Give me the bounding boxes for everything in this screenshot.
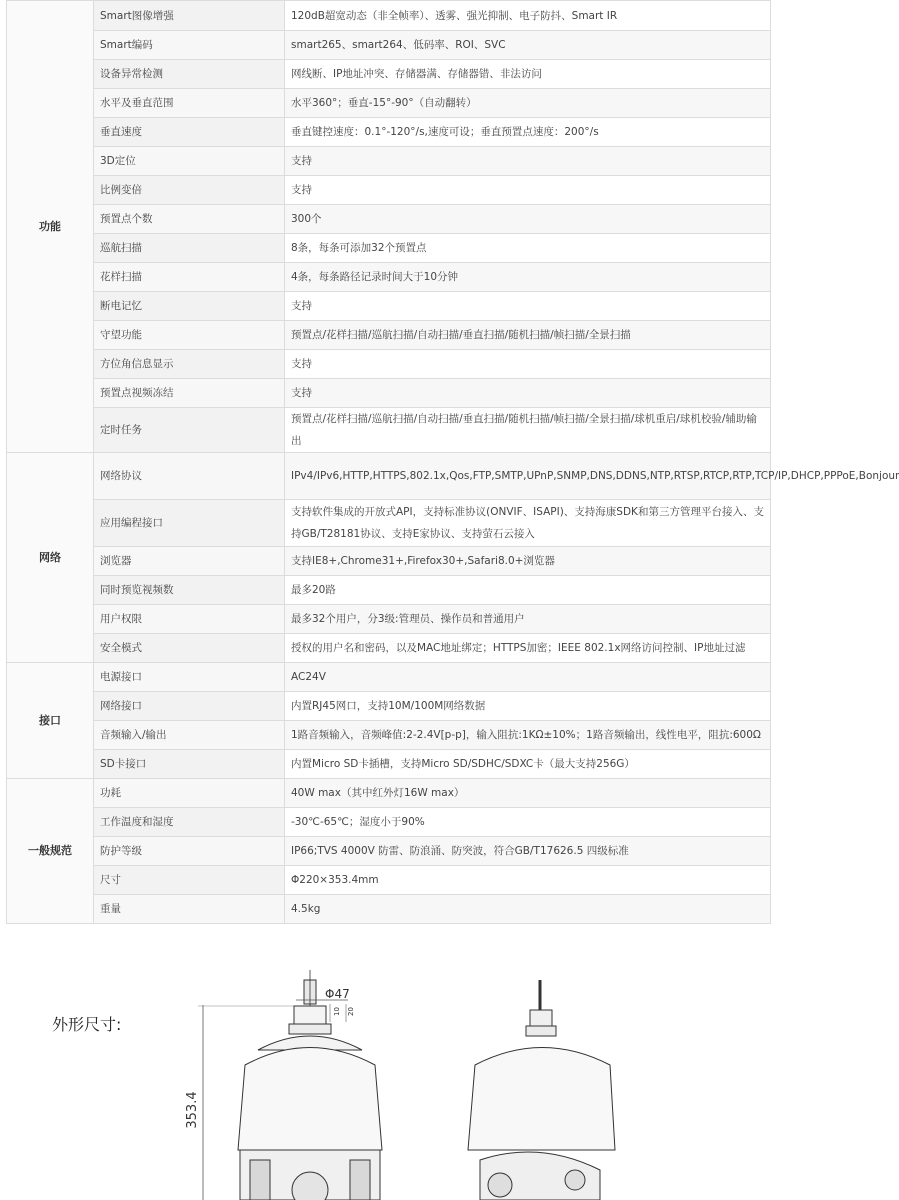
- spec-row: [7, 205, 771, 234]
- spec-row: [7, 634, 771, 663]
- spec-name: 重量: [94, 895, 285, 924]
- spec-name: 巡航扫描: [94, 234, 285, 263]
- spec-row: [7, 263, 771, 292]
- spec-row: [7, 750, 771, 779]
- spec-name: 垂直速度: [94, 118, 285, 147]
- spec-row: [7, 692, 771, 721]
- front-view: [238, 970, 382, 1200]
- spec-row: [7, 663, 771, 692]
- spec-value: 网线断、IP地址冲突、存储器满、存储器错、非法访问: [285, 60, 771, 89]
- spec-row: [7, 176, 771, 205]
- spec-value: 垂直键控速度：0.1°-120°/s,速度可设；垂直预置点速度：200°/s: [285, 118, 771, 147]
- spec-row: [7, 500, 771, 547]
- spec-value: 1路音频输入，音频峰值:2-2.4V[p-p]，输入阻抗:1KΩ±10%；1路音频输出，线性电平，阻抗:600Ω: [285, 721, 771, 750]
- category-function: 功能: [7, 1, 94, 453]
- spec-value: 4条，每条路径记录时间大于10分钟: [285, 263, 771, 292]
- spec-value: AC24V: [285, 663, 771, 692]
- spec-row: [7, 321, 771, 350]
- spec-value: IPv4/IPv6,HTTP,HTTPS,802.1x,Qos,FTP,SMTP,UPnP,SNMP,DNS,DDNS,NTP,RTSP,RTCP,RTP,TCP/IP,DHCP,PPPoE,Bonjour: [285, 453, 771, 500]
- spec-table: [6, 0, 899, 924]
- spec-row: [7, 808, 771, 837]
- spec-value: smart265、smart264、低码率、ROI、SVC: [285, 31, 771, 60]
- spec-name: 预置点视频冻结: [94, 379, 285, 408]
- spec-row: [7, 453, 771, 500]
- spec-name: 同时预览视频数: [94, 576, 285, 605]
- spec-value: 8条，每条可添加32个预置点: [285, 234, 771, 263]
- category-interface: 接口: [7, 663, 94, 779]
- spec-name: 水平及垂直范围: [94, 89, 285, 118]
- spec-name: 电源接口: [94, 663, 285, 692]
- spec-row: [7, 350, 771, 379]
- spec-row: [7, 408, 771, 453]
- spec-row: [7, 721, 771, 750]
- spec-row: [7, 866, 771, 895]
- spec-name: Smart图像增强: [94, 1, 285, 31]
- spec-row: [7, 379, 771, 408]
- spec-value: 支持: [285, 350, 771, 379]
- spec-name: 守望功能: [94, 321, 285, 350]
- spec-row: [7, 118, 771, 147]
- spec-value: 支持: [285, 292, 771, 321]
- height-label: 353.4: [185, 1091, 200, 1129]
- category-general: 一般规范: [7, 779, 94, 924]
- spec-value: -30℃-65℃；湿度小于90%: [285, 808, 771, 837]
- spec-value: 内置RJ45网口，支持10M/100M网络数据: [285, 692, 771, 721]
- spec-name: 预置点个数: [94, 205, 285, 234]
- spec-value: 预置点/花样扫描/巡航扫描/自动扫描/垂直扫描/随机扫描/帧扫描/全景扫描/球机重启/球机校验/辅助输出: [285, 408, 771, 453]
- spec-value: 水平360°；垂直-15°-90°（自动翻转）: [285, 89, 771, 118]
- spec-row: [7, 234, 771, 263]
- spec-value: 预置点/花样扫描/巡航扫描/自动扫描/垂直扫描/随机扫描/帧扫描/全景扫描: [285, 321, 771, 350]
- spec-name: 应用编程接口: [94, 500, 285, 547]
- spec-value: IP66;TVS 4000V 防雷、防浪涌、防突波，符合GB/T17626.5 四级标准: [285, 837, 771, 866]
- spec-name: 功耗: [94, 779, 285, 808]
- spec-name: 网络协议: [94, 453, 285, 500]
- spec-name: SD卡接口: [94, 750, 285, 779]
- small-dim-20: 20: [347, 1007, 355, 1016]
- spec-row: [7, 605, 771, 634]
- spec-name: 断电记忆: [94, 292, 285, 321]
- spec-value: 120dB超宽动态（非全帧率）、透雾、强光抑制、电子防抖、Smart IR: [285, 1, 771, 31]
- spec-name: 设备异常检测: [94, 60, 285, 89]
- spec-row: [7, 89, 771, 118]
- spec-value: 最多32个用户，分3级:管理员、操作员和普通用户: [285, 605, 771, 634]
- spec-row: [7, 292, 771, 321]
- spec-row: [7, 147, 771, 176]
- spec-row: [7, 547, 771, 576]
- spec-row: [7, 895, 771, 924]
- category-network: 网络: [7, 453, 94, 663]
- spec-name: 浏览器: [94, 547, 285, 576]
- spec-row: [7, 31, 771, 60]
- side-view: [468, 980, 615, 1200]
- spec-name: 3D定位: [94, 147, 285, 176]
- spec-name: 工作温度和湿度: [94, 808, 285, 837]
- spec-value: 支持: [285, 147, 771, 176]
- spec-value: 支持: [285, 176, 771, 205]
- spec-name: 比例变倍: [94, 176, 285, 205]
- spec-value: 40W max（其中红外灯16W max）: [285, 779, 771, 808]
- spec-value: 最多20路: [285, 576, 771, 605]
- spec-name: 定时任务: [94, 408, 285, 453]
- dimension-drawing: [0, 950, 776, 1200]
- spec-value: 300个: [285, 205, 771, 234]
- spec-name: 花样扫描: [94, 263, 285, 292]
- spec-row: [7, 1, 771, 31]
- spec-name: 安全模式: [94, 634, 285, 663]
- spec-value: 支持IE8+,Chrome31+,Firefox30+,Safari8.0+浏览器: [285, 547, 771, 576]
- spec-value: 支持软件集成的开放式API，支持标准协议(ONVIF、ISAPI)、支持海康SDK和第三方管理平台接入、支持GB/T28181协议、支持E家协议、支持萤石云接入: [285, 500, 771, 547]
- spec-row: [7, 779, 771, 808]
- diameter-label: Φ47: [325, 987, 350, 1001]
- spec-name: 方位角信息显示: [94, 350, 285, 379]
- spec-name: 网络接口: [94, 692, 285, 721]
- spec-row: [7, 837, 771, 866]
- spec-value: Φ220×353.4mm: [285, 866, 771, 895]
- spec-value: 内置Micro SD卡插槽，支持Micro SD/SDHC/SDXC卡（最大支持256G）: [285, 750, 771, 779]
- spec-row: [7, 576, 771, 605]
- dimensions-title: 外形尺寸:: [52, 1015, 122, 1034]
- spec-name: 尺寸: [94, 866, 285, 895]
- spec-value: 授权的用户名和密码，以及MAC地址绑定；HTTPS加密；IEEE 802.1x网络访问控制、IP地址过滤: [285, 634, 771, 663]
- spec-name: 防护等级: [94, 837, 285, 866]
- small-dim-10: 10: [333, 1007, 341, 1016]
- spec-name: Smart编码: [94, 31, 285, 60]
- spec-name: 音频输入/输出: [94, 721, 285, 750]
- spec-value: 支持: [285, 379, 771, 408]
- spec-value: 4.5kg: [285, 895, 771, 924]
- spec-row: [7, 60, 771, 89]
- spec-name: 用户权限: [94, 605, 285, 634]
